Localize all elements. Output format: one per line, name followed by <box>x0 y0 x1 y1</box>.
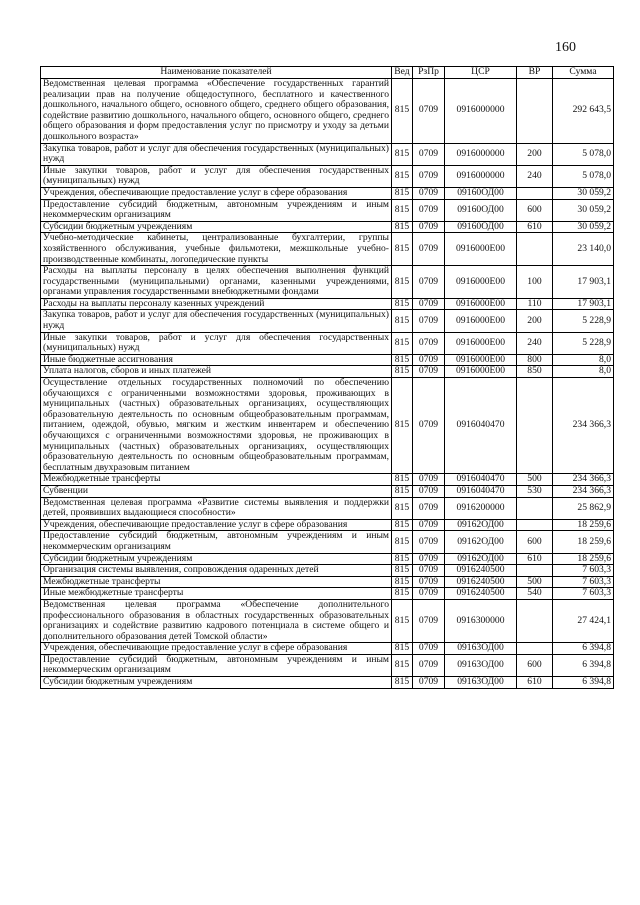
row-name-cell: Организация системы выявления, сопровождения одаренных детей <box>41 565 392 577</box>
row-ved-cell: 815 <box>392 221 413 233</box>
row-csr-cell: 0916000Е00 <box>445 366 517 378</box>
table-row <box>41 233 614 266</box>
row-csr-cell: 0916000000 <box>445 79 517 144</box>
row-vr-cell: 240 <box>517 332 553 354</box>
header-vr: ВР <box>517 67 553 79</box>
table-row <box>41 553 614 565</box>
row-sum-cell: 6 394,8 <box>553 677 614 689</box>
table-row <box>41 79 614 144</box>
row-csr-cell: 0916000Е00 <box>445 332 517 354</box>
row-rzpr-cell: 0709 <box>413 531 445 553</box>
row-ved-cell: 815 <box>392 677 413 689</box>
row-csr-cell: 0916240500 <box>445 576 517 588</box>
row-name-cell: Субсидии бюджетным учреждениям <box>41 221 392 233</box>
row-csr-cell: 0916000000 <box>445 143 517 165</box>
row-ved-cell: 815 <box>392 199 413 221</box>
row-sum-cell: 30 059,2 <box>553 199 614 221</box>
row-csr-cell: 09163ОД00 <box>445 677 517 689</box>
header-ved: Вед <box>392 67 413 79</box>
row-ved-cell: 815 <box>392 378 413 474</box>
row-name-cell: Субвенции <box>41 485 392 497</box>
row-ved-cell: 815 <box>392 354 413 366</box>
row-ved-cell: 815 <box>392 497 413 519</box>
row-sum-cell: 6 394,8 <box>553 654 614 676</box>
row-csr-cell: 0916040470 <box>445 485 517 497</box>
row-sum-cell: 30 059,2 <box>553 187 614 199</box>
row-rzpr-cell: 0709 <box>413 310 445 332</box>
row-vr-cell: 610 <box>517 553 553 565</box>
budget-table <box>40 66 614 689</box>
row-name-cell: Субсидии бюджетным учреждениям <box>41 553 392 565</box>
row-vr-cell: 800 <box>517 354 553 366</box>
row-rzpr-cell: 0709 <box>413 519 445 531</box>
row-name-cell: Ведомственная целевая программа «Обеспечение дополнительного профессионального образования в областных государственных образовательных организациях и содействие развитию кадрового потенциала в системе общего и дополнительного образования детей Томской области» <box>41 599 392 642</box>
row-name-cell: Межбюджетные трансферты <box>41 576 392 588</box>
row-vr-cell <box>517 599 553 642</box>
row-sum-cell: 234 366,3 <box>553 378 614 474</box>
row-csr-cell: 09160ОД00 <box>445 187 517 199</box>
row-csr-cell: 0916000Е00 <box>445 354 517 366</box>
row-ved-cell: 815 <box>392 553 413 565</box>
table-body <box>41 79 614 689</box>
row-name-cell: Субсидии бюджетным учреждениям <box>41 677 392 689</box>
row-sum-cell: 23 140,0 <box>553 233 614 266</box>
row-name-cell: Иные закупки товаров, работ и услуг для обеспечения государственных (муниципальных) нужд <box>41 332 392 354</box>
row-name-cell: Уплата налогов, сборов и иных платежей <box>41 366 392 378</box>
row-csr-cell: 09163ОД00 <box>445 654 517 676</box>
table-row <box>41 221 614 233</box>
row-rzpr-cell: 0709 <box>413 366 445 378</box>
row-sum-cell: 18 259,6 <box>553 553 614 565</box>
row-csr-cell: 0916040470 <box>445 474 517 486</box>
table-row <box>41 199 614 221</box>
row-ved-cell: 815 <box>392 654 413 676</box>
table-row <box>41 519 614 531</box>
row-rzpr-cell: 0709 <box>413 165 445 187</box>
row-csr-cell: 0916000Е00 <box>445 298 517 310</box>
row-vr-cell: 240 <box>517 165 553 187</box>
row-vr-cell: 610 <box>517 677 553 689</box>
row-sum-cell: 7 603,3 <box>553 565 614 577</box>
row-vr-cell: 540 <box>517 588 553 600</box>
row-ved-cell: 815 <box>392 531 413 553</box>
row-sum-cell: 5 078,0 <box>553 143 614 165</box>
row-ved-cell: 815 <box>392 165 413 187</box>
header-sum: Сумма <box>553 67 614 79</box>
row-ved-cell: 815 <box>392 519 413 531</box>
row-name-cell: Учреждения, обеспечивающие предоставление услуг в сфере образования <box>41 187 392 199</box>
table-row <box>41 677 614 689</box>
row-csr-cell: 0916000000 <box>445 165 517 187</box>
table-header-row <box>41 67 614 79</box>
row-vr-cell: 610 <box>517 221 553 233</box>
row-csr-cell: 0916200000 <box>445 497 517 519</box>
row-csr-cell: 0916300000 <box>445 599 517 642</box>
row-ved-cell: 815 <box>392 187 413 199</box>
row-ved-cell: 815 <box>392 599 413 642</box>
row-sum-cell: 18 259,6 <box>553 531 614 553</box>
table-row <box>41 332 614 354</box>
row-ved-cell: 815 <box>392 298 413 310</box>
row-vr-cell: 110 <box>517 298 553 310</box>
row-ved-cell: 815 <box>392 474 413 486</box>
row-rzpr-cell: 0709 <box>413 588 445 600</box>
row-csr-cell: 09162ОД00 <box>445 531 517 553</box>
row-sum-cell: 25 862,9 <box>553 497 614 519</box>
row-ved-cell: 815 <box>392 576 413 588</box>
row-name-cell: Ведомственная целевая программа «Развитие системы выявления и поддержки детей, проявивших выдающиеся способности» <box>41 497 392 519</box>
row-vr-cell: 500 <box>517 576 553 588</box>
row-sum-cell: 5 228,9 <box>553 310 614 332</box>
row-vr-cell <box>517 378 553 474</box>
row-rzpr-cell: 0709 <box>413 576 445 588</box>
table-row <box>41 310 614 332</box>
row-ved-cell: 815 <box>392 565 413 577</box>
row-vr-cell: 500 <box>517 474 553 486</box>
row-csr-cell: 0916040470 <box>445 378 517 474</box>
row-sum-cell: 6 394,8 <box>553 643 614 655</box>
row-rzpr-cell: 0709 <box>413 143 445 165</box>
row-csr-cell: 0916000Е00 <box>445 310 517 332</box>
row-sum-cell: 292 643,5 <box>553 79 614 144</box>
row-name-cell: Предоставление субсидий бюджетным, автономным учреждениям и иным некоммерческим организациям <box>41 199 392 221</box>
table-row <box>41 378 614 474</box>
table-row <box>41 266 614 299</box>
row-name-cell: Иные бюджетные ассигнования <box>41 354 392 366</box>
table-row <box>41 354 614 366</box>
row-csr-cell: 09162ОД00 <box>445 553 517 565</box>
row-sum-cell: 17 903,1 <box>553 266 614 299</box>
row-vr-cell <box>517 519 553 531</box>
row-rzpr-cell: 0709 <box>413 497 445 519</box>
row-ved-cell: 815 <box>392 332 413 354</box>
row-vr-cell: 600 <box>517 654 553 676</box>
row-rzpr-cell: 0709 <box>413 553 445 565</box>
row-sum-cell: 7 603,3 <box>553 576 614 588</box>
row-rzpr-cell: 0709 <box>413 378 445 474</box>
row-ved-cell: 815 <box>392 79 413 144</box>
row-rzpr-cell: 0709 <box>413 485 445 497</box>
row-csr-cell: 09163ОД00 <box>445 643 517 655</box>
row-csr-cell: 09162ОД00 <box>445 519 517 531</box>
row-name-cell: Осуществление отдельных государственных полномочий по обеспечению обучающихся с ограниченными возможностями здоровья, проживающих в муниципальных (частных) образовательных организациях, осуществляющих образовательную деятельность по основным общеобразовательным программам, питанием, одеждой, обувью, мягким и жестким инвентарем и обеспечению обучающихся с ограниченными возможностями здоровья, не проживающих в муниципальных (частных) образовательных организациях, осуществляющих образовательную деятельность по основным общеобразовательным программам, бесплатным двухразовым питанием <box>41 378 392 474</box>
row-ved-cell: 815 <box>392 485 413 497</box>
row-vr-cell: 200 <box>517 310 553 332</box>
row-sum-cell: 7 603,3 <box>553 588 614 600</box>
header-rzpr: РзПр <box>413 67 445 79</box>
row-ved-cell: 815 <box>392 366 413 378</box>
row-ved-cell: 815 <box>392 266 413 299</box>
row-sum-cell: 5 228,9 <box>553 332 614 354</box>
row-name-cell: Закупка товаров, работ и услуг для обеспечения государственных (муниципальных) нужд <box>41 310 392 332</box>
row-vr-cell <box>517 187 553 199</box>
row-rzpr-cell: 0709 <box>413 233 445 266</box>
row-rzpr-cell: 0709 <box>413 599 445 642</box>
row-vr-cell <box>517 643 553 655</box>
row-csr-cell: 0916000Е00 <box>445 266 517 299</box>
row-rzpr-cell: 0709 <box>413 298 445 310</box>
row-vr-cell <box>517 497 553 519</box>
table-row <box>41 165 614 187</box>
row-ved-cell: 815 <box>392 588 413 600</box>
row-name-cell: Иные закупки товаров, работ и услуг для обеспечения государственных (муниципальных) нужд <box>41 165 392 187</box>
row-vr-cell <box>517 233 553 266</box>
row-name-cell: Учреждения, обеспечивающие предоставление услуг в сфере образования <box>41 643 392 655</box>
row-ved-cell: 815 <box>392 310 413 332</box>
row-csr-cell: 0916000Е00 <box>445 233 517 266</box>
row-name-cell: Расходы на выплаты персоналу казенных учреждений <box>41 298 392 310</box>
table-row <box>41 643 614 655</box>
row-rzpr-cell: 0709 <box>413 266 445 299</box>
table-row <box>41 599 614 642</box>
table-row <box>41 531 614 553</box>
row-sum-cell: 5 078,0 <box>553 165 614 187</box>
row-name-cell: Предоставление субсидий бюджетным, автономным учреждениям и иным некоммерческим организациям <box>41 654 392 676</box>
row-rzpr-cell: 0709 <box>413 187 445 199</box>
row-rzpr-cell: 0709 <box>413 474 445 486</box>
row-rzpr-cell: 0709 <box>413 79 445 144</box>
row-csr-cell: 09160ОД00 <box>445 221 517 233</box>
table-row <box>41 588 614 600</box>
page-number: 160 <box>555 40 576 55</box>
row-vr-cell: 850 <box>517 366 553 378</box>
row-rzpr-cell: 0709 <box>413 677 445 689</box>
row-vr-cell: 530 <box>517 485 553 497</box>
table-row <box>41 565 614 577</box>
row-sum-cell: 30 059,2 <box>553 221 614 233</box>
row-rzpr-cell: 0709 <box>413 354 445 366</box>
row-csr-cell: 0916240500 <box>445 565 517 577</box>
row-vr-cell: 600 <box>517 531 553 553</box>
table-row <box>41 576 614 588</box>
row-name-cell: Закупка товаров, работ и услуг для обеспечения государственных (муниципальных) нужд <box>41 143 392 165</box>
row-name-cell: Межбюджетные трансферты <box>41 474 392 486</box>
table-row <box>41 366 614 378</box>
row-rzpr-cell: 0709 <box>413 654 445 676</box>
row-sum-cell: 8,0 <box>553 354 614 366</box>
row-sum-cell: 8,0 <box>553 366 614 378</box>
row-name-cell: Предоставление субсидий бюджетным, автономным учреждениям и иным некоммерческим организациям <box>41 531 392 553</box>
table-row <box>41 143 614 165</box>
row-rzpr-cell: 0709 <box>413 199 445 221</box>
table-row <box>41 654 614 676</box>
row-ved-cell: 815 <box>392 233 413 266</box>
table-row <box>41 497 614 519</box>
row-vr-cell: 600 <box>517 199 553 221</box>
row-rzpr-cell: 0709 <box>413 565 445 577</box>
row-csr-cell: 0916240500 <box>445 588 517 600</box>
row-sum-cell: 17 903,1 <box>553 298 614 310</box>
row-vr-cell: 100 <box>517 266 553 299</box>
row-sum-cell: 234 366,3 <box>553 474 614 486</box>
header-csr: ЦСР <box>445 67 517 79</box>
table-row <box>41 298 614 310</box>
row-ved-cell: 815 <box>392 143 413 165</box>
row-sum-cell: 18 259,6 <box>553 519 614 531</box>
row-rzpr-cell: 0709 <box>413 221 445 233</box>
row-vr-cell: 200 <box>517 143 553 165</box>
table-row <box>41 474 614 486</box>
row-rzpr-cell: 0709 <box>413 643 445 655</box>
row-sum-cell: 27 424,1 <box>553 599 614 642</box>
row-vr-cell <box>517 565 553 577</box>
row-name-cell: Расходы на выплаты персоналу в целях обеспечения выполнения функций государственными (муниципальными) органами, казенными учреждениями, органами управления государственными внебюджетными фондами <box>41 266 392 299</box>
table-row <box>41 187 614 199</box>
row-rzpr-cell: 0709 <box>413 332 445 354</box>
header-name: Наименование показателей <box>41 67 392 79</box>
row-ved-cell: 815 <box>392 643 413 655</box>
row-csr-cell: 09160ОД00 <box>445 199 517 221</box>
row-vr-cell <box>517 79 553 144</box>
row-name-cell: Ведомственная целевая программа «Обеспечение государственных гарантий реализации прав на получение общедоступного, бесплатного и качественного дошкольного, начального общего, основного общего, среднего общего образования, содействие развитию дошкольного, начального общего, основного общего, среднего общего образования и форм предоставления услуг по присмотру и уходу за детьми дошкольного возраста» <box>41 79 392 144</box>
row-name-cell: Иные межбюджетные трансферты <box>41 588 392 600</box>
table-row <box>41 485 614 497</box>
row-name-cell: Учреждения, обеспечивающие предоставление услуг в сфере образования <box>41 519 392 531</box>
row-sum-cell: 234 366,3 <box>553 485 614 497</box>
row-name-cell: Учебно-методические кабинеты, централизованные бухгалтерии, группы хозяйственного обслуживания, учебные фильмотеки, межшкольные учебно-производственные комбинаты, логопедические пункты <box>41 233 392 266</box>
